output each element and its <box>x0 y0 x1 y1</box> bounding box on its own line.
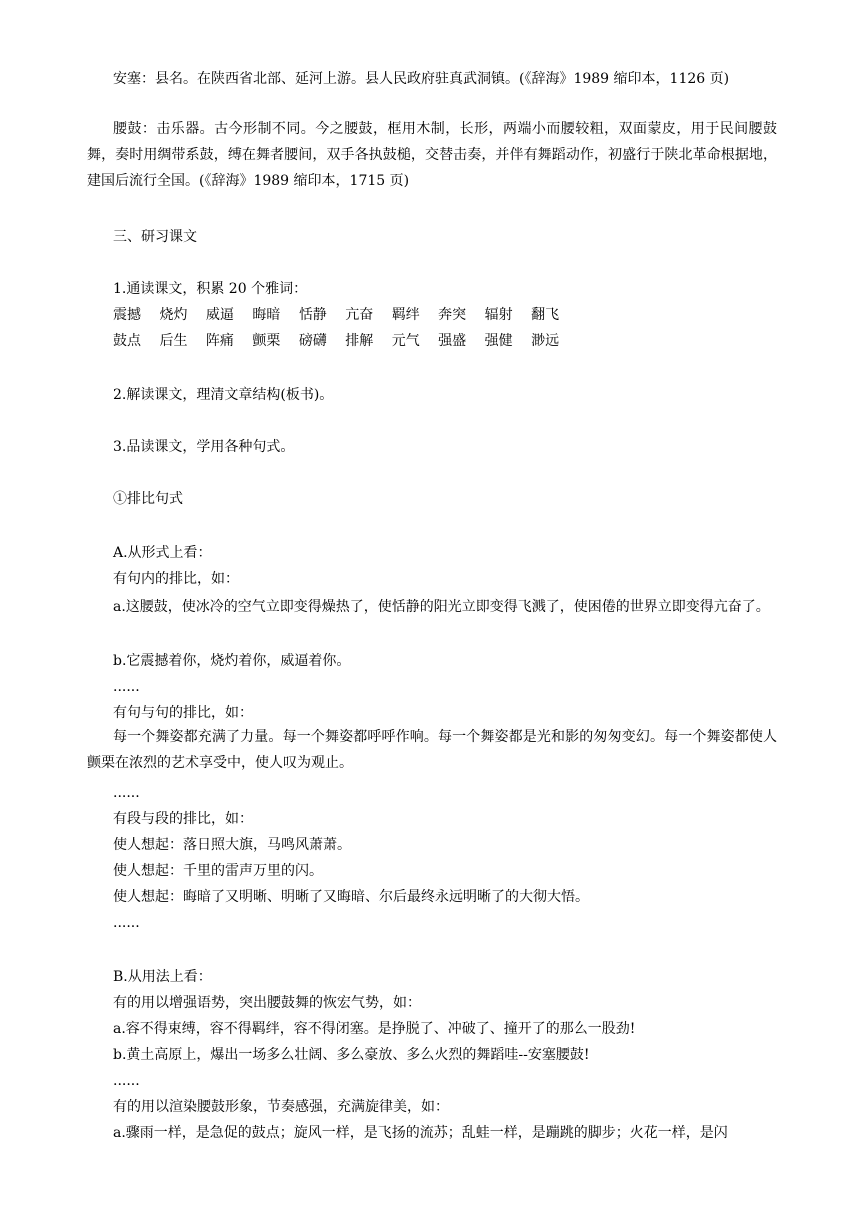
ellipsis: ...... <box>113 785 140 801</box>
step-2: 2.解读课文，理清文章结构(板书)。 <box>113 387 334 403</box>
vocab-word: 渺远 <box>531 333 560 349</box>
vocab-word: 后生 <box>159 333 188 349</box>
use-1-label: 有的用以增强语势，突出腰鼓舞的恢宏气势，如： <box>113 995 421 1011</box>
vocab-word: 晦暗 <box>252 307 281 323</box>
section-heading: 三、研习课文 <box>113 229 197 245</box>
use-1-example-b: b.黄土高原上，爆出一场多么壮阔、多么豪放、多么火烈的舞蹈哇--安塞腰鼓! <box>113 1047 590 1063</box>
para-example-3: 使人想起：晦暗了又明晰、明晰了又晦暗、尔后最终永远明晰了的大彻大悟。 <box>113 889 589 905</box>
vocab-word: 翻飞 <box>531 307 560 323</box>
vocab-word: 磅礴 <box>298 333 327 349</box>
vocab-word: 烧灼 <box>159 307 188 323</box>
vocab-word: 颤栗 <box>252 333 281 349</box>
use-2-example-a: a.骤雨一样，是急促的鼓点；旋风一样，是飞扬的流苏；乱蛙一样，是蹦跳的脚步；火花一样，是闪 <box>113 1125 728 1141</box>
entry-yaogu: 腰鼓：击乐器。古今形制不同。今之腰鼓，框用木制，长形，两端小而腰较粗，双面蒙皮，用于民间腰鼓舞，奏时用绸带系鼓，缚在舞者腰间，双手各执鼓槌，交替击奏，并伴有舞蹈动作，初盛行于陕北革命根据地，建国后流行全国。(《辞海》1989 缩印本，1715 页) <box>87 121 777 189</box>
ellipsis: ...... <box>113 1073 140 1089</box>
para-example-1: 使人想起：落日照大旗，马鸣风萧萧。 <box>113 837 351 853</box>
vocab-word: 震撼 <box>113 307 141 323</box>
vocab-word: 阵痛 <box>205 333 234 349</box>
vocab-word: 奔突 <box>438 307 467 323</box>
vocab-word: 羁绊 <box>391 307 420 323</box>
inter-label: 有句与句的排比，如： <box>113 705 253 721</box>
vocab-word: 强盛 <box>438 333 467 349</box>
step-3: 3.品读课文，学用各种句式。 <box>113 439 295 455</box>
part-b-title: B.从用法上看： <box>113 969 212 985</box>
vocab-word: 鼓点 <box>113 333 141 349</box>
vocab-word: 亢奋 <box>345 307 374 323</box>
para-example-2: 使人想起：千里的雷声万里的闪。 <box>113 863 323 879</box>
para-label: 有段与段的排比，如： <box>113 811 253 827</box>
entry-ansai: 安塞：县名。在陕西省北部、延河上游。县人民政府驻真武洞镇。(《辞海》1989 缩印本，1126 页) <box>113 71 730 87</box>
intra-example-a: a.这腰鼓，使冰冷的空气立即变得燥热了，使恬静的阳光立即变得飞溅了，使困倦的世界立即变得亢奋了。 <box>113 599 770 615</box>
ellipsis: ...... <box>113 915 140 931</box>
sub-heading-parallelism: ①排比句式 <box>113 491 183 507</box>
step-1: 1.通读课文，积累 20 个雅词： <box>113 281 308 297</box>
intra-example-b: b.它震撼着你，烧灼着你，威逼着你。 <box>113 653 351 669</box>
vocab-row-1 <box>113 304 573 326</box>
inter-example: 每一个舞姿都充满了力量。每一个舞姿都呼呼作响。每一个舞姿都是光和影的匆匆变幻。每一个舞姿都使人颤栗在浓烈的艺术享受中，使人叹为观止。 <box>87 729 777 771</box>
vocab-row-2 <box>113 330 573 352</box>
intra-label: 有句内的排比，如： <box>113 571 239 587</box>
use-1-example-a: a.容不得束缚，容不得羁绊，容不得闭塞。是挣脱了、冲破了、撞开了的那么一股劲! <box>113 1021 636 1037</box>
vocab-word: 辐射 <box>484 307 513 323</box>
use-2-label: 有的用以渲染腰鼓形象，节奏感强，充满旋律美，如： <box>113 1099 449 1115</box>
part-a-title: A.从形式上看： <box>113 545 212 561</box>
ellipsis: ...... <box>113 679 140 695</box>
vocab-word: 强健 <box>484 333 513 349</box>
vocab-word: 排解 <box>345 333 374 349</box>
vocab-word: 恬静 <box>298 307 327 323</box>
vocab-word: 威逼 <box>205 307 234 323</box>
vocab-word: 元气 <box>391 333 420 349</box>
